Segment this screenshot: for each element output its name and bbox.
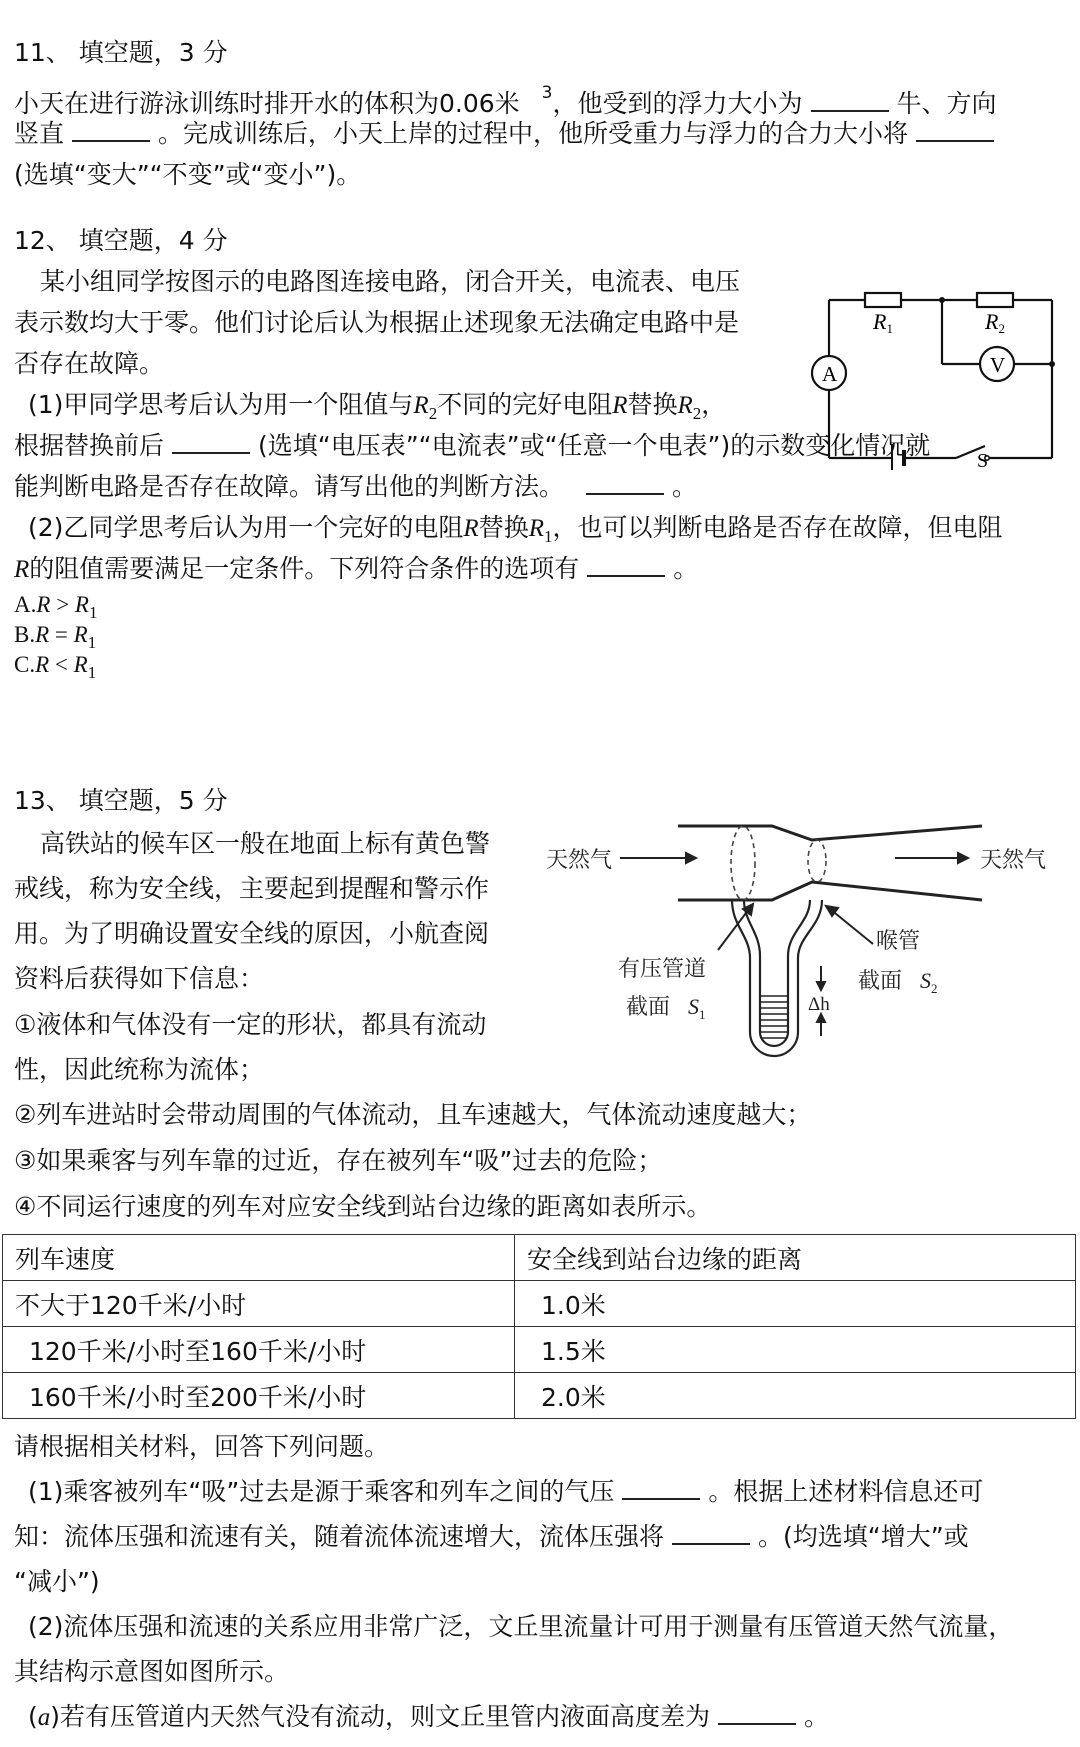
gas-right-label: 天然气 (980, 847, 1047, 872)
q13-line-7: ②列车进站时会带动周围的气体流动，且车速越大，气体流动速度越大； (14, 1100, 812, 1129)
voltmeter-label: V (990, 353, 1006, 377)
q13-line-4: 资料后获得如下信息： (14, 964, 265, 993)
q12-line-2: 表示数均大于零。他们讨论后认为根据止述现象无法确定电路中是 (14, 308, 740, 337)
q12-line-3: 否存在故障。 (14, 349, 165, 378)
q11-header: 11、 填空题，3 分 (14, 38, 228, 67)
q11-text-1b: ，他受到的浮力大小为 (552, 89, 803, 118)
q12-line-7 (28, 511, 1003, 554)
delta-h-label: Δh (808, 994, 830, 1015)
q12-line-8 (14, 552, 698, 587)
q12-blank-1[interactable] (172, 430, 250, 454)
q11-line-3: (选填“变大”“不变”或“变小”)。 (14, 160, 362, 189)
r2-label: R2 (985, 309, 1005, 336)
q12-option-a-op: > (50, 592, 75, 617)
q12-text-6b: 。 (672, 472, 698, 501)
q12-text-8b: 。 (673, 554, 699, 583)
q12-option-a-r1: R (74, 592, 89, 617)
q12-option-a-sub: 1 (88, 603, 98, 622)
switch-label: S (977, 450, 989, 470)
pipe-label-1: 有压管道 (618, 956, 707, 981)
q13-after-3b: 。(均选填“增大”或 (758, 1522, 969, 1551)
q13-after-7-italic-a: a (37, 1704, 51, 1731)
q12-r2-symbol: R (413, 392, 429, 419)
q13-line-1: 高铁站的候车区一般在地面上标有黄色警 (40, 829, 491, 858)
q12-text-4b: 不同的完好电阻 (437, 390, 613, 419)
q13-line-9: ④不同运行速度的列车对应安全线到站台边缘的距离如表所示。 (14, 1192, 712, 1221)
q12-blank-3[interactable] (587, 553, 665, 577)
gas-left-label: 天然气 (546, 847, 613, 872)
r1-label: R1 (873, 309, 893, 336)
junction-top (939, 297, 945, 303)
section-s2 (808, 840, 826, 882)
q12-text-4a: (1)甲同学思考后认为用一个阻值与 (28, 390, 414, 419)
q13-after-7a: ( (28, 1702, 38, 1731)
q12-option-c-label: C. (14, 652, 36, 677)
pipe-top-wall (678, 826, 982, 840)
s2-label: $S_2$ (920, 968, 938, 996)
q13-after-7c: 。 (804, 1702, 830, 1731)
q13-after-1: 请根据相关材料，回答下列问题。 (14, 1432, 390, 1461)
q12-text-4d: ， (701, 390, 727, 419)
s1-label: $S_1$ (688, 994, 706, 1022)
q13-after-7b: )若有压管道内天然气没有流动，则文丘里管内液面高度差为 (50, 1702, 711, 1731)
q13-line-5: ①液体和气体没有一定的形状，都具有流动 (14, 1010, 487, 1039)
q13-line-8: ③如果乘客与列车靠的过近，存在被列车“吸”过去的危险； (14, 1146, 663, 1175)
q13-after-3 (14, 1520, 969, 1554)
q12-header: 12、 填空题，4 分 (14, 226, 228, 255)
q12-line-4 (28, 388, 726, 431)
q13-after-4: “减小”) (14, 1567, 100, 1596)
table-header-row (3, 1235, 1076, 1281)
table-row (3, 1373, 1076, 1419)
q12-option-c-r: R (35, 652, 50, 677)
table-cell: 1.0米 (515, 1281, 1076, 1327)
q11-line-2 (14, 117, 1002, 151)
table-header-cell: 安全线到站台边缘的距离 (515, 1235, 1076, 1281)
q12-text-7b: 替换 (478, 513, 529, 542)
q12-line-6 (14, 470, 697, 504)
speed-distance-table (2, 1234, 1076, 1419)
q12-option-c-sub: 1 (87, 663, 97, 682)
q11-blank-2[interactable] (72, 118, 150, 142)
q12-text-8a: 的阻值需要满足一定条件。下列符合条件的选项有 (29, 554, 580, 583)
q12-r1-symbol: R (528, 515, 544, 542)
q13-blank-1[interactable] (622, 1476, 700, 1500)
venturi-diagram (540, 818, 1070, 1058)
q12-option-c-r1: R (73, 652, 88, 677)
q12-text-7a: (2)乙同学思考后认为用一个完好的电阻 (28, 513, 464, 542)
q12-line-5 (14, 429, 930, 463)
table-cell: 1.5米 (515, 1327, 1076, 1373)
q12-option-b-r1: R (73, 622, 88, 647)
q13-after-7 (28, 1700, 829, 1735)
pipe-bottom-wall (678, 882, 982, 900)
q13-after-2 (28, 1475, 983, 1509)
q12-r2-sub-b: 2 (692, 404, 702, 423)
q12-option-b-r: R (35, 622, 50, 647)
q12-r1-sub: 1 (544, 527, 553, 546)
q11-text-2a: 竖直 (14, 119, 65, 148)
q12-text-5b: (选填“电压表”“电流表”或“任意一个电表”)的示数变化情况就 (258, 431, 931, 460)
q12-text-4c: 替换 (627, 390, 678, 419)
q11-text-2b: 。完成训练后，小天上岸的过程中，他所受重力与浮力的合力大小将 (158, 119, 909, 148)
q13-after-6: 其结构示意图如图所示。 (14, 1657, 290, 1686)
table-cell: 160千米/小时至200千米/小时 (3, 1373, 515, 1419)
q13-line-6: 性，因此统称为流体； (14, 1055, 265, 1084)
table-row (3, 1327, 1076, 1373)
r2-resistor (977, 293, 1013, 307)
q12-option-a-r: R (36, 592, 51, 617)
q12-r-symbol-3: R (14, 556, 30, 583)
q12-line-1: 某小组同学按图示的电路图连接电路，闭合开关，电流表、电压 (40, 267, 741, 296)
ammeter-label: A (822, 362, 838, 386)
table-cell: 120千米/小时至160千米/小时 (3, 1327, 515, 1373)
q12-r2-sub: 2 (428, 404, 438, 423)
table-header-cell: 列车速度 (3, 1235, 515, 1281)
q12-option-a-label: A. (14, 592, 37, 617)
q13-blank-3[interactable] (718, 1701, 796, 1725)
r1-resistor (865, 293, 901, 307)
q12-r-symbol: R (612, 392, 628, 419)
q12-blank-2[interactable] (586, 471, 664, 495)
q12-option-c[interactable] (14, 648, 96, 690)
q13-line-3: 用。为了明确设置安全线的原因，小航查阅 (14, 919, 490, 948)
q11-text-1c: 牛、方向 (896, 89, 997, 118)
throat-label-1: 喉管 (876, 928, 921, 953)
q11-blank-3[interactable] (916, 118, 994, 142)
q12-option-c-op: < (49, 652, 74, 677)
q13-after-2b: 。根据上述材料信息还可 (708, 1477, 984, 1506)
q12-option-b-sub: 1 (87, 633, 97, 652)
q13-after-5: (2)流体压强和流速的关系应用非常广泛，文丘里流量计可用于测量有压管道天然气流量， (28, 1612, 1014, 1641)
q12-r-symbol-2: R (463, 515, 479, 542)
q13-after-2a: (1)乘客被列车“吸”过去是源于乘客和列车之间的气压 (28, 1477, 615, 1506)
table-cell: 2.0米 (515, 1373, 1076, 1419)
q12-text-6a: 能判断电路是否存在故障。请写出他的判断方法。 (14, 472, 565, 501)
q13-after-3a: 知：流体压强和流速有关，随着流体流速增大，流体压强将 (14, 1522, 665, 1551)
pipe-label-2: 截面 (626, 994, 671, 1019)
q11-blank-1[interactable] (811, 88, 889, 112)
q12-option-b-label: B. (14, 622, 36, 647)
q12-text-7c: ，也可以判断电路是否存在故障，但电阻 (552, 513, 1003, 542)
q12-text-5a: 根据替换前后 (14, 431, 165, 460)
q11-text-1a: 小天在进行游泳训练时排开水的体积为0.06米 (14, 89, 520, 118)
q12-option-b-op: = (49, 622, 74, 647)
q13-blank-2[interactable] (672, 1521, 750, 1545)
table-row (3, 1281, 1076, 1327)
q13-line-2: 戒线，称为安全线，主要起到提醒和警示作 (14, 874, 490, 903)
q12-r2-symbol-b: R (677, 392, 693, 419)
q11-superscript: 3 (541, 83, 553, 103)
table-cell: 不大于120千米/小时 (3, 1281, 515, 1327)
q13-header: 13、 填空题，5 分 (14, 786, 228, 815)
u-tube-inner (744, 900, 810, 1046)
junction-right (1049, 361, 1055, 367)
circuit-diagram (810, 284, 1072, 470)
section-s1 (731, 826, 755, 900)
q11-line-1 (14, 76, 997, 121)
throat-label-2: 截面 (858, 968, 903, 993)
